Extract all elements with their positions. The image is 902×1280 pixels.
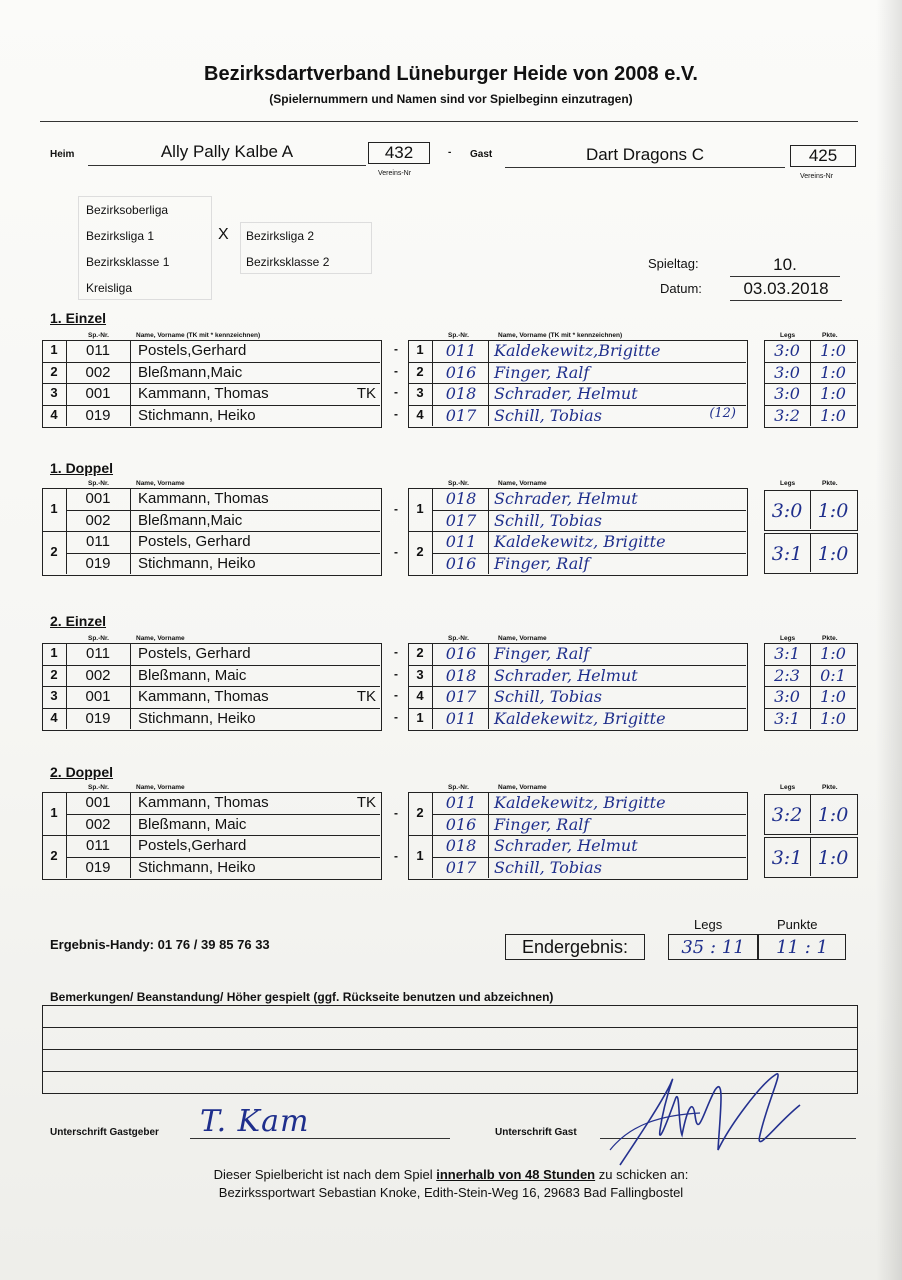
einzel2-row-1-guest-number: 3	[416, 666, 424, 682]
einzel1-row-3-dash: -	[394, 406, 398, 421]
heim-label: Heim	[50, 149, 75, 160]
doppel1-header-gast-spnr: Sp.-Nr.	[448, 480, 469, 487]
einzel2-row-2-legs: 3:0	[774, 687, 800, 706]
result-punkte-label: Punkte	[777, 917, 818, 932]
result-legs-label: Legs	[694, 917, 723, 932]
einzel1-row-2-guest-name: Schrader, Helmut	[494, 384, 638, 403]
einzel1-row-1-guest-nr: 016	[445, 362, 477, 382]
doppel1-pair-0-guest2-name: Schill, Tobias	[494, 510, 602, 530]
einzel2-header-spnr: Sp.-Nr.	[88, 635, 109, 642]
doppel1-pair-0-pkte: 1:0	[817, 499, 849, 522]
einzel1-row-2-number: 3	[50, 385, 58, 400]
einzel1-row-3-home-name: Stichmann, Heiko	[138, 406, 256, 424]
einzel2-row-3-home-name: Stichmann, Heiko	[138, 709, 256, 727]
einzel2-row-2-number: 3	[50, 688, 58, 703]
heim-name-line	[88, 165, 366, 166]
einzel2-row-3-dash: -	[394, 709, 398, 724]
einzel2-header-gast-spnr: Sp.-Nr.	[448, 635, 469, 642]
doppel2-pair-0-guest2-nr: 016	[445, 814, 477, 834]
doppel2-pair-1-dash: -	[394, 848, 398, 863]
einzel2-row-3-number: 4	[50, 709, 58, 725]
einzel2-row-2-guest-nr: 017	[445, 687, 477, 706]
doppel1-pair-1-guest1-name: Kaldekewitz, Brigitte	[494, 532, 666, 551]
doppel1-pair-0-number: 1	[50, 500, 58, 516]
doppel2-pair-1-guest-number: 1	[416, 847, 424, 863]
doppel1-pair-1-number: 2	[50, 543, 58, 559]
footer-post: zu schicken an:	[598, 1167, 689, 1182]
heim-vereins-label: Vereins-Nr	[378, 170, 412, 177]
einzel1-row-0-guest-nr: 011	[445, 341, 477, 360]
doppel2-pair-0-guest-number: 2	[416, 804, 424, 820]
einzel2-row-1-home-name: Bleßmann, Maic	[138, 666, 247, 684]
endergebnis-legs-value: 35 : 11	[681, 937, 745, 958]
einzel1-row-3-guest-extra: (12)	[709, 405, 736, 421]
doppel1-pair-1-legs: 3:1	[771, 542, 803, 565]
doppel2-pair-0-home2-nr: 002	[85, 815, 111, 833]
doppel2-pair-0-dash: -	[394, 805, 398, 820]
doppel1-pair-1-guest2-nr: 016	[445, 553, 477, 573]
footer-emph: innerhalb von 48 Stunden	[436, 1167, 596, 1182]
endergebnis-punkte	[758, 934, 846, 960]
einzel2-row-0-number: 1	[50, 645, 58, 660]
einzel2-row-2-home-nr: 001	[85, 688, 111, 705]
einzel2-row-0-legs: 3:1	[774, 644, 800, 663]
einzel1-header-pkte: Pkte.	[822, 332, 838, 339]
einzel1-row-2-guest-number: 3	[416, 385, 424, 400]
remarks-label: Bemerkungen/ Beanstandung/ Höher gespielt (ggf. Rückseite benutzen und abzeichnen)	[50, 990, 554, 1004]
einzel1-header-gast-spnr: Sp.-Nr.	[448, 332, 469, 339]
league-bezirksklasse-1: Bezirksklasse 1	[86, 255, 170, 269]
einzel1-header-spnr: Sp.-Nr.	[88, 332, 109, 339]
einzel1-row-1-legs: 3:0	[774, 362, 800, 382]
einzel2-row-2-home-name: Kammann, Thomas	[138, 688, 269, 705]
doppel2-pair-1-home2-nr: 019	[85, 858, 111, 876]
einzel2-title: 2. Einzel	[50, 613, 107, 629]
doppel1-pair-1-home2-name: Stichmann, Heiko	[138, 554, 256, 572]
einzel1-row-3-guest-nr: 017	[445, 405, 477, 425]
page-shadow	[876, 0, 902, 1280]
endergebnis-label: Endergebnis:	[505, 934, 645, 960]
einzel1-row-1-pkte: 1:0	[820, 362, 846, 382]
einzel2-row-1-home-nr: 002	[85, 666, 111, 684]
einzel2-row-1-number: 2	[50, 666, 58, 682]
doppel1-pair-0-home2-name: Bleßmann,Maic	[138, 511, 243, 529]
doppel2-pair-0-guest1-name: Kaldekewitz, Brigitte	[494, 793, 666, 812]
einzel2-row-1-legs: 2:3	[774, 665, 800, 685]
doppel1-pair-0-home2-nr: 002	[85, 511, 111, 529]
doppel2-header-name: Name, Vorname	[136, 784, 185, 791]
host-signature-label: Unterschrift Gastgeber	[50, 1127, 159, 1138]
team-separator: -	[448, 147, 452, 158]
doppel1-pair-0-home1-name: Kammann, Thomas	[138, 490, 269, 507]
einzel1-row-1-number: 2	[50, 363, 58, 379]
datum-value: 03.03.2018	[743, 279, 829, 298]
doppel1-pair-1-home2-nr: 019	[85, 554, 111, 572]
einzel2-row-2-pkte: 1:0	[820, 687, 846, 706]
doppel1-pair-0-home1-nr: 001	[85, 490, 111, 507]
doppel2-title: 2. Doppel	[50, 764, 114, 780]
doppel2-pair-1-guest1-nr: 018	[445, 836, 477, 855]
doppel1-header-name: Name, Vorname	[136, 480, 185, 487]
doppel2-pair-1-legs: 3:1	[771, 846, 803, 869]
einzel1-header-name: Name, Vorname (TK mit * kennzeichnen)	[136, 332, 261, 339]
page-subtitle: (Spielernummern und Namen sind vor Spielbeginn einzutragen)	[269, 92, 633, 106]
einzel2-row-1-guest-nr: 018	[445, 665, 477, 685]
einzel2-row-2-guest-name: Schill, Tobias	[494, 687, 602, 706]
einzel2-row-0-pkte: 1:0	[820, 644, 846, 663]
einzel2-header-pkte: Pkte.	[822, 635, 838, 642]
einzel2-row-3-guest-number: 1	[416, 709, 424, 725]
endergebnis-punkte-value: 11 : 1	[776, 937, 828, 958]
einzel2-row-1-pkte: 0:1	[820, 665, 846, 685]
doppel2-pair-1-pkte: 1:0	[817, 846, 849, 869]
doppel2-pair-1-number: 2	[50, 847, 58, 863]
doppel2-pair-0-guest2-name: Finger, Ralf	[494, 814, 590, 834]
doppel1-pair-0-guest1-name: Schrader, Helmut	[494, 489, 638, 508]
einzel2-header-legs: Legs	[780, 635, 796, 642]
einzel2-row-2-guest-number: 4	[416, 688, 424, 703]
title-divider	[40, 121, 858, 122]
doppel1-header-spnr: Sp.-Nr.	[88, 480, 109, 487]
guest-signature	[600, 1055, 830, 1175]
footer-line-1	[0, 1167, 902, 1182]
gast-name-line	[505, 167, 785, 168]
einzel1-row-3-guest-name: Schill, Tobias	[494, 405, 602, 425]
einzel1-row-0-home-name: Postels,Gerhard	[138, 342, 247, 359]
spieltag-label: Spieltag:	[648, 256, 699, 271]
einzel2-header-name: Name, Vorname	[136, 635, 185, 642]
doppel1-pair-0-legs: 3:0	[771, 499, 803, 522]
einzel1-row-2-guest-nr: 018	[445, 384, 477, 403]
einzel1-row-2-pkte: 1:0	[820, 384, 846, 403]
einzel1-row-0-guest-name: Kaldekewitz,Brigitte	[494, 341, 661, 360]
footer-line-2: Bezirkssportwart Sebastian Knoke, Edith-Stein-Weg 16, 29683 Bad Fallingbostel	[218, 1185, 684, 1200]
host-signature: T. Kam	[200, 1104, 310, 1139]
einzel1-row-1-guest-number: 2	[416, 363, 424, 379]
doppel2-pair-1-guest1-name: Schrader, Helmut	[494, 836, 638, 855]
doppel2-header-legs: Legs	[780, 784, 796, 791]
result-handy: Ergebnis-Handy: 01 76 / 39 85 76 33	[50, 937, 270, 952]
einzel1-row-3-guest-number: 4	[416, 406, 424, 422]
endergebnis-legs	[668, 934, 758, 960]
gast-vereins-label: Vereins-Nr	[800, 173, 834, 180]
spieltag-value: 10.	[773, 255, 797, 274]
einzel1-row-0-dash: -	[394, 342, 398, 356]
doppel2-header-gast-spnr: Sp.-Nr.	[448, 784, 469, 791]
league-kreisliga: Kreisliga	[86, 281, 133, 295]
einzel1-row-1-dash: -	[394, 363, 398, 378]
doppel2-header-spnr: Sp.-Nr.	[88, 784, 109, 791]
einzel1-row-0-pkte: 1:0	[820, 341, 846, 360]
doppel1-pair-1-guest1-nr: 011	[445, 532, 477, 551]
einzel2-row-3-legs: 3:1	[774, 708, 800, 728]
einzel2-row-3-guest-nr: 011	[445, 708, 477, 728]
doppel1-pair-1-guest2-name: Finger, Ralf	[494, 553, 590, 573]
league-bezirksliga-1: Bezirksliga 1	[86, 229, 155, 243]
spieltag-line	[730, 276, 840, 277]
doppel2-pair-0-guest1-nr: 011	[445, 793, 477, 812]
einzel1-row-1-home-nr: 002	[85, 363, 111, 381]
doppel2-pair-0-pkte: 1:0	[817, 803, 849, 826]
einzel1-row-2-legs: 3:0	[774, 384, 800, 403]
einzel1-row-2-home-nr: 001	[85, 385, 111, 402]
doppel1-header-legs: Legs	[780, 480, 796, 487]
doppel1-pair-1-home1-name: Postels, Gerhard	[138, 533, 251, 550]
gast-nr: 425	[790, 145, 856, 167]
doppel1-pair-0-dash: -	[394, 501, 398, 516]
einzel2-row-0-home-nr: 011	[86, 645, 110, 662]
datum-label: Datum:	[660, 281, 702, 296]
einzel1-row-1-home-name: Bleßmann,Maic	[138, 363, 243, 381]
einzel1-row-0-number: 1	[50, 342, 58, 357]
einzel2-row-0-guest-name: Finger, Ralf	[494, 644, 590, 663]
doppel1-pair-0-guest1-nr: 018	[445, 489, 477, 508]
heim-name: Ally Pally Kalbe A	[160, 142, 294, 161]
gast-name: Dart Dragons C	[585, 145, 705, 164]
einzel2-row-2-dash: -	[394, 688, 398, 702]
doppel2-pair-1-guest2-name: Schill, Tobias	[494, 857, 602, 877]
doppel1-pair-1-guest-number: 2	[416, 543, 424, 559]
doppel2-pair-1-guest2-nr: 017	[445, 857, 477, 877]
doppel2-pair-0-home2-name: Bleßmann, Maic	[138, 815, 247, 833]
doppel1-pair-1-dash: -	[394, 544, 398, 559]
doppel1-pair-1-pkte: 1:0	[817, 542, 849, 565]
einzel1-row-1-guest-name: Finger, Ralf	[494, 362, 590, 382]
einzel2-row-0-home-name: Postels, Gerhard	[138, 645, 251, 662]
league-mark: X	[218, 226, 229, 243]
einzel1-row-3-legs: 3:2	[774, 405, 800, 425]
einzel1-row-0-guest-number: 1	[416, 342, 424, 357]
doppel2-pair-0-home1-tk: TK	[356, 794, 376, 811]
doppel1-header-pkte: Pkte.	[822, 480, 838, 487]
footer-pre: Dieser Spielbericht ist nach dem Spiel	[213, 1167, 433, 1182]
doppel2-pair-0-number: 1	[50, 804, 58, 820]
einzel1-row-0-home-nr: 011	[86, 342, 110, 359]
doppel2-pair-0-home1-nr: 001	[85, 794, 111, 811]
guest-signature-label: Unterschrift Gast	[495, 1127, 577, 1138]
doppel1-pair-0-guest2-nr: 017	[445, 510, 477, 530]
einzel1-row-3-pkte: 1:0	[820, 405, 846, 425]
doppel1-pair-1-home1-nr: 011	[86, 533, 110, 550]
einzel1-row-2-home-name: Kammann, Thomas	[138, 385, 269, 402]
heim-nr: 432	[368, 142, 430, 164]
einzel1-row-0-legs: 3:0	[774, 341, 800, 360]
doppel2-pair-0-home1-name: Kammann, Thomas	[138, 794, 269, 811]
doppel2-pair-0-legs: 3:2	[771, 803, 803, 826]
gast-label: Gast	[470, 149, 493, 160]
einzel1-header-gast-name: Name, Vorname (TK mit * kennzeichnen)	[498, 332, 623, 339]
einzel2-header-gast-name: Name, Vorname	[498, 635, 547, 642]
doppel1-title: 1. Doppel	[50, 460, 114, 476]
einzel2-row-3-pkte: 1:0	[820, 708, 846, 728]
einzel2-row-1-guest-name: Schrader, Helmut	[494, 665, 638, 685]
doppel2-pair-1-home1-nr: 011	[86, 837, 110, 854]
league-bezirksklasse-2: Bezirksklasse 2	[246, 255, 330, 269]
einzel1-row-3-home-nr: 019	[85, 406, 111, 424]
einzel2-row-1-dash: -	[394, 666, 398, 681]
einzel2-row-0-dash: -	[394, 645, 398, 659]
einzel1-title: 1. Einzel	[50, 310, 107, 326]
datum-line	[730, 300, 842, 301]
einzel2-row-0-guest-nr: 016	[445, 644, 477, 663]
einzel1-row-2-dash: -	[394, 385, 398, 399]
einzel2-row-2-home-tk: TK	[356, 688, 376, 705]
einzel2-row-0-guest-number: 2	[416, 645, 424, 660]
league-bezirksliga-2: Bezirksliga 2	[246, 229, 315, 243]
doppel2-pair-1-home2-name: Stichmann, Heiko	[138, 858, 256, 876]
doppel2-header-pkte: Pkte.	[822, 784, 838, 791]
einzel1-row-3-number: 4	[50, 406, 58, 422]
einzel2-row-3-guest-name: Kaldekewitz, Brigitte	[494, 708, 666, 728]
einzel1-header-legs: Legs	[780, 332, 796, 339]
einzel1-row-2-home-tk: TK	[356, 385, 376, 402]
doppel2-pair-1-home1-name: Postels,Gerhard	[138, 837, 247, 854]
doppel2-header-gast-name: Name, Vorname	[498, 784, 547, 791]
league-bezirksoberliga: Bezirksoberliga	[86, 203, 169, 217]
page-title: Bezirksdartverband Lüneburger Heide von 2008 e.V.	[204, 63, 698, 85]
doppel1-pair-0-guest-number: 1	[416, 500, 424, 516]
doppel1-header-gast-name: Name, Vorname	[498, 480, 547, 487]
einzel2-row-3-home-nr: 019	[85, 709, 111, 727]
